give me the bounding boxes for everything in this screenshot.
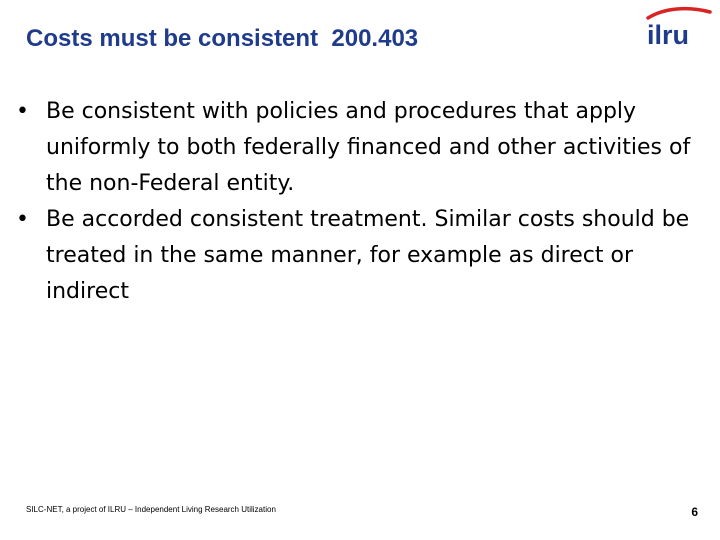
bullet-list xyxy=(14,94,704,310)
ilru-logo-graphic xyxy=(630,4,714,52)
page-number: 6 xyxy=(691,505,698,519)
logo-text: ilru xyxy=(646,20,690,50)
bullet-glyph: • xyxy=(16,99,29,124)
bullet-item xyxy=(14,94,704,202)
slide-title: Costs must be consistent 200.403 xyxy=(26,25,419,52)
bullet-glyph: • xyxy=(16,207,29,232)
bullet-item xyxy=(14,202,704,310)
bullet-text: Be consistent with policies and procedures that apply uniformly to both federally financed and other activities of the non-Federal entity. xyxy=(46,99,691,196)
footer-credit: SILC-NET, a project of ILRU – Independent Living Research Utilization xyxy=(26,505,276,514)
ilru-logo xyxy=(630,4,714,52)
bullet-text: Be accorded consistent treatment. Similar costs should be treated in the same manner, for example as direct or indirect xyxy=(46,207,690,304)
logo-swoosh xyxy=(648,9,710,18)
